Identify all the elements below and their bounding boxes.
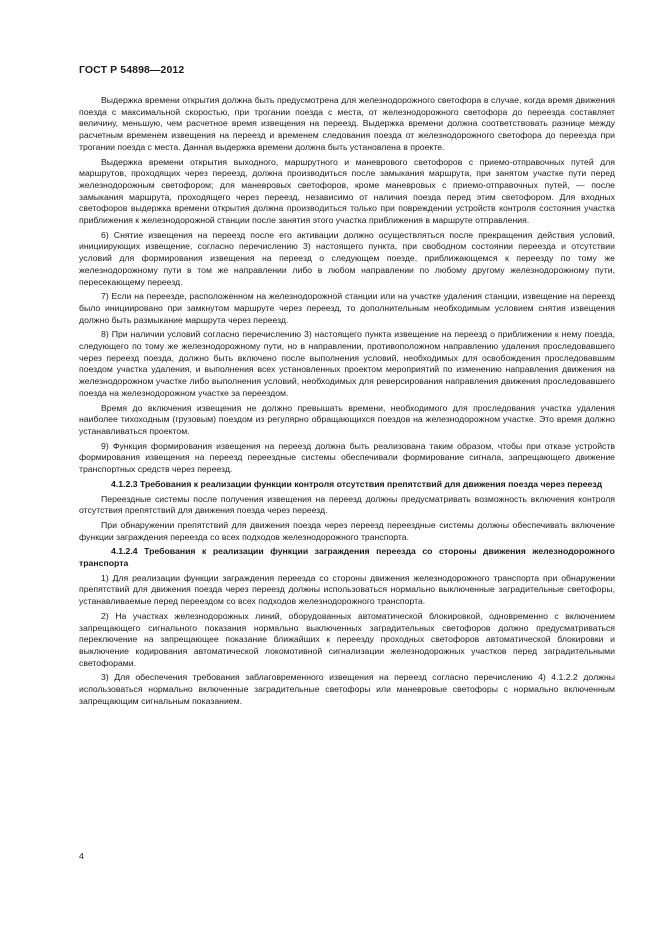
document-header: ГОСТ Р 54898—2012 (79, 64, 185, 76)
paragraph: Время до включения извещения не должно превышать времени, необходимого для проследования участка удаления наиболее тихоходным (грузовым) поездом из регулярно обращающихся поездов на железнодорожном участке. Это время должно устанавливаться проектом. (79, 402, 615, 436)
section-title: Требования к реализации функции контроля отсутствия препятствий для движения поезда через переезд (140, 478, 603, 489)
section-title: Требования к реализации функции заграждения переезда со стороны движения железнодорожного транспорта (79, 546, 615, 569)
paragraph: 1) Для реализации функции заграждения переезда со стороны движения железнодорожного транспорта при обнаружении препятствий для движения поезда через переезд должны использоваться нормально выключенные заградительные светофоры, устанавливаемые перед переездом со всех подходов железнодорожного транспорта. (79, 572, 615, 607)
paragraph: 2) На участках железнодорожных линий, оборудованных автоматической блокировкой, одновременно с включением запрещающего сигнального показания нормально выключенных заградительных светофоров должно предусматриваться переключение на запрещающее показание ближайших к переезду проходных светофоров автоматической блокировки и выключение кодирования автоматической локомотивной сигнализации железнодорожных участков перед заградительными светофорами. (79, 610, 615, 668)
section-number: 4.1.2.4 (111, 546, 138, 557)
paragraph: 7) Если на переезде, расположенном на железнодорожной станции или на участке удаления станции, извещение на переезд было инициировано при замкнутом маршруте через переезд, то дополнительным необходимым условием снятия извещения должно быть размыкание маршрута через переезд. (79, 291, 615, 325)
paragraph: Выдержка времени открытия выходного, маршрутного и маневрового светофоров с приемо-отправочных путей для маршрутов, проходящих через переезд, должна производиться после замыкания маршрута, при занятом участке пути перед железнодорожным светофором; для маневровых светофоров, кроме маневровых с приемо-отправочных путей, — после замыкания маршрута, проходящего через переезд, независимо от наличия поезда перед этим светофором. Для входных светофоров выдержка времени открытия должна производиться только при повреждении устройств контроля состояния участка приближения к железнодорожной станции после занятия этого участка приближения в маршруте отправления. (79, 156, 615, 226)
section-heading (79, 546, 615, 569)
paragraph: Выдержка времени открытия должна быть предусмотрена для железнодорожного светофора в случае, когда время движения поезда с максимальной скоростью, при трогании поезда с места, от железнодорожного светофора до переезда составляет величину, меньшую, чем расчетное время извещения на переезд. Выдержка времени должна соответствовать разнице между расчетным временем извещения на переезд и временем следования поезда от железнодорожного светофора до переезда при трогании поезда с места. Данная выдержка времени должна быть установлена в проекте. (79, 95, 615, 152)
document-body (79, 95, 615, 710)
paragraph: Переездные системы после получения извещения на переезд должны предусматривать возможность включения контроля отсутствия препятствий для движения поезда через переезд. (79, 493, 615, 516)
paragraph: 3) Для обеспечения требования заблаговременного извещения на переезд согласно перечислению 4) 4.1.2.2 должны использоваться нормально включенные заградительные светофоры или маневровые светофоры с нормально включенным запрещающим сигнальным показанием. (79, 672, 615, 706)
section-number: 4.1.2.3 (111, 478, 138, 489)
paragraph: При обнаружении препятствий для движения поезда через переезд переездные системы должны обеспечивать включение функции заграждения переезда со всех подходов железнодорожного транспорта. (79, 519, 615, 542)
paragraph: 9) Функция формирования извещения на переезд должна быть реализована таким образом, чтобы при отказе устройств формирования извещения на переезд переездные системы обеспечивали формирование сигнала, запрещающего движение транспортных средств через переезд. (79, 440, 615, 475)
paragraph: 6) Снятие извещения на переезд после его активации должно осуществляться после прекращения действия условий, инициирующих извещение, согласно перечислению 3) настоящего пункта, при свободном состоянии переезда и отсутствии условий для формирования извещения на переезд о следующем поезде, приближающемся к переезду по тому же железнодорожному пути в том же направлении либо в любом направлении по любому другому железнодорожному пути, пересекающему переезд. (79, 229, 615, 287)
paragraph: 8) При наличии условий согласно перечислению 3) настоящего пункта извещение на переезд о приближении к нему поезда, следующего по тому же железнодорожному пути, но в направлении, противоположном направлению удаления проследовавшего через переезд поезда, должно быть включено после выполнения условий, необходимых для освобождения проследовавшим поездом участка удаления, и выполнения всех установленных проектом мероприятий по изменению направления движения на железнодорожном участке либо выполнения условий, необходимых для реверсирования направления движения проследовавшего поезда на железнодорожном участке за переездом. (79, 329, 615, 398)
section-heading (79, 479, 615, 491)
page-number: 4 (79, 851, 84, 861)
